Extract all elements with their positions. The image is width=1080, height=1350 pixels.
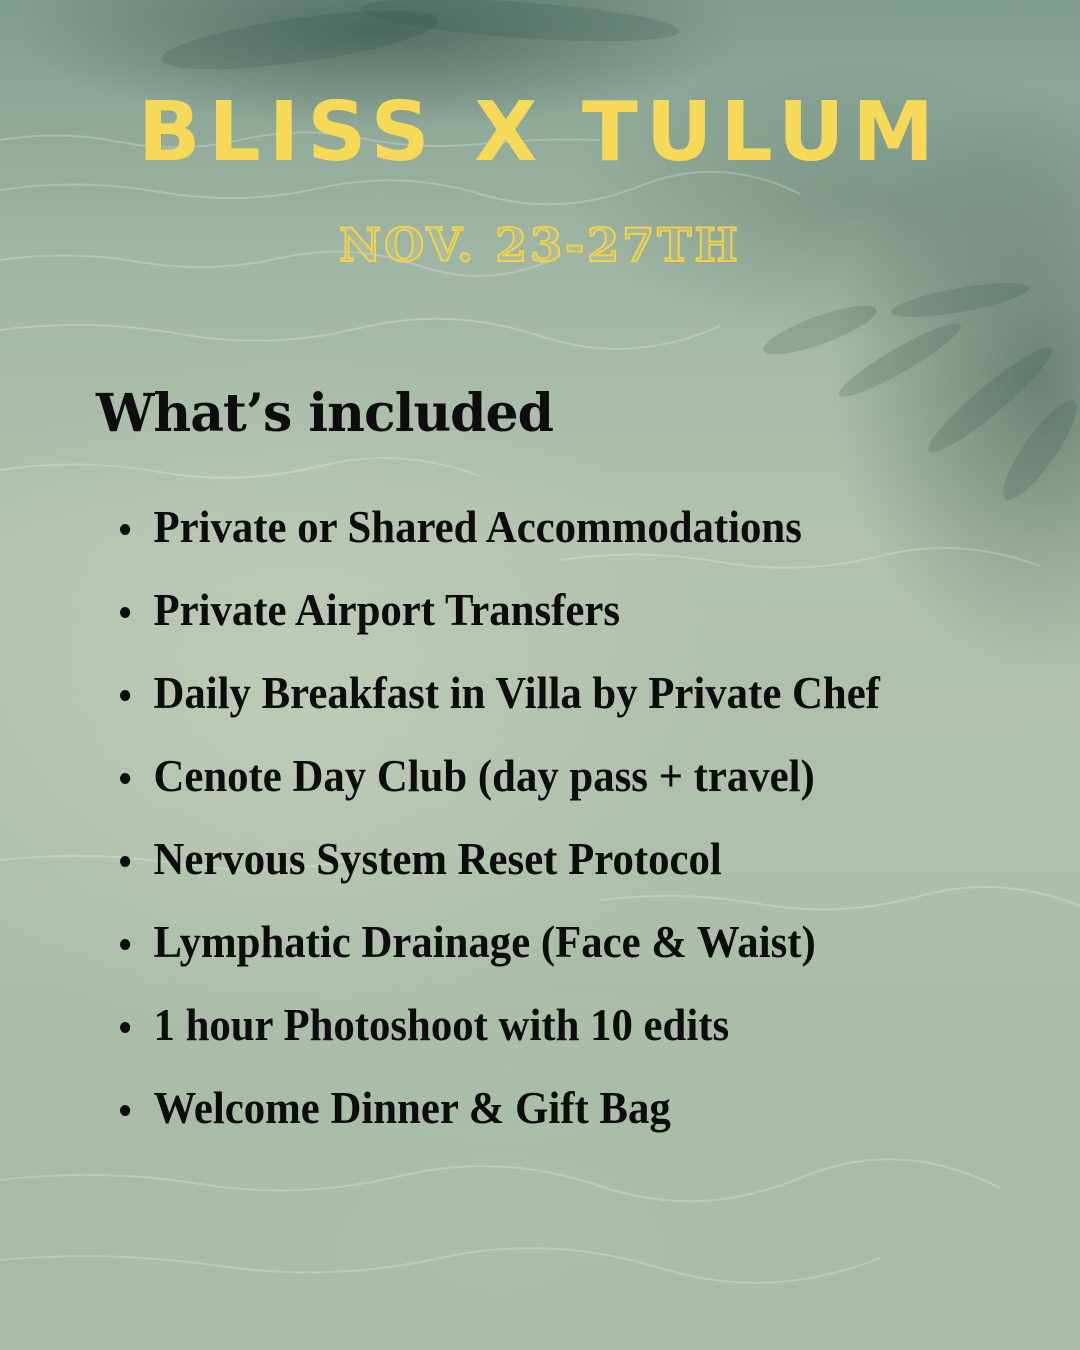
- list-item-text: Lymphatic Drainage (Face & Waist): [153, 916, 816, 967]
- whats-included-heading: What’s included: [96, 383, 553, 444]
- bullet-icon: [120, 607, 130, 618]
- list-item: [120, 496, 957, 579]
- list-item: [120, 662, 957, 745]
- list-item: [120, 911, 957, 994]
- bullet-icon: [120, 773, 130, 784]
- bullet-icon: [120, 524, 130, 535]
- list-item: [120, 828, 957, 911]
- list-item-text: 1 hour Photoshoot with 10 edits: [153, 999, 730, 1050]
- retreat-dates: NOV. 23-27TH: [339, 218, 741, 272]
- list-item-text: Private or Shared Accommodations: [153, 501, 802, 552]
- list-item: [120, 994, 957, 1077]
- bullet-icon: [120, 690, 130, 701]
- list-item-text: Daily Breakfast in Villa by Private Chef: [153, 667, 880, 718]
- bullet-icon: [120, 856, 130, 867]
- list-item-text: Nervous System Reset Protocol: [153, 833, 722, 884]
- retreat-title: BLISS X TULUM: [137, 85, 943, 180]
- list-item-text: Welcome Dinner & Gift Bag: [153, 1082, 671, 1133]
- list-item: [120, 1077, 957, 1160]
- included-items-list: [120, 496, 1020, 1160]
- list-item: [120, 579, 957, 662]
- bullet-icon: [120, 939, 130, 950]
- bullet-icon: [120, 1022, 130, 1033]
- list-item-text: Private Airport Transfers: [153, 584, 620, 635]
- list-item-text: Cenote Day Club (day pass + travel): [153, 750, 815, 801]
- list-item: [120, 745, 957, 828]
- bullet-icon: [120, 1105, 130, 1116]
